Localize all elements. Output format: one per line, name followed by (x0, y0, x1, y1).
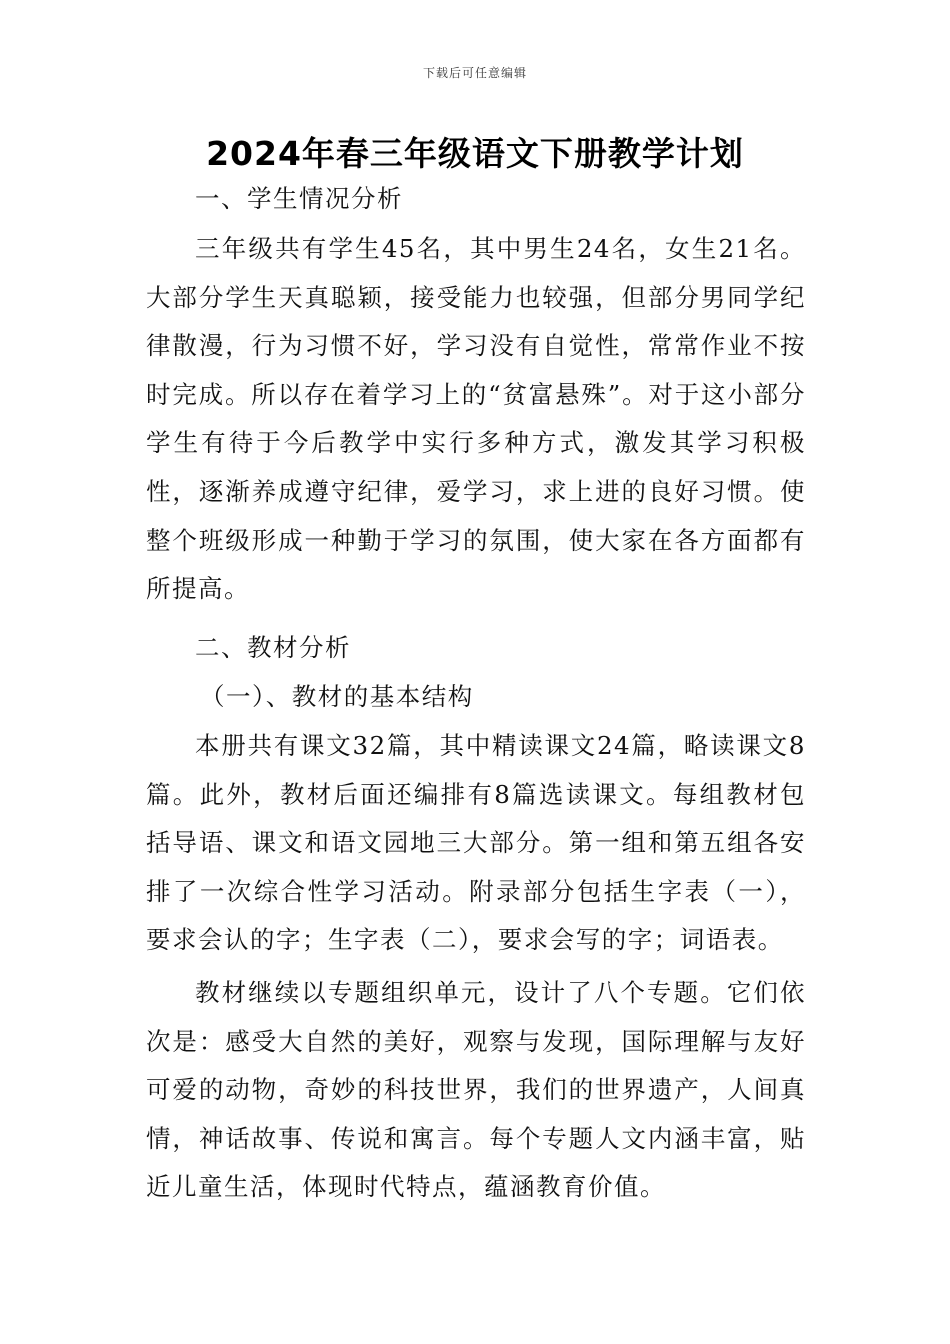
paragraph-textbook-themes: 教材继续以专题组织单元，设计了八个专题。它们依次是：感受大自然的美好，观察与发现，国际理解与友好可爱的动物，奇妙的科技世界，我们的世界遗产，人间真情，神话故事、传说和寓言。每个专题人文内涵丰富，贴近儿童生活，体现时代特点，蕴涵教育价值。 (146, 978, 806, 1202)
document-title: 2024年春三年级语文下册教学计划 (206, 134, 744, 173)
subheading-textbook-structure: （一）、教材的基本结构 (200, 682, 474, 711)
header-note: 下载后可任意编辑 (422, 66, 527, 80)
section-heading-textbook-analysis: 二、教材分析 (195, 633, 351, 662)
paragraph-student-analysis: 三年级共有学生45名，其中男生24名，女生21名。大部分学生天真聪颖，接受能力也较强，但部分男同学纪律散漫，行为习惯不好，学习没有自觉性，常常作业不按时完成。所以存在着学习上的“贫富悬殊”。对于这小部分学生有待于今后教学中实行多种方式，激发其学习积极性，逐渐养成遵守纪律，爱学习，求上进的良好习惯。使整个班级形成一种勤于学习的氛围，使大家在各方面都有所提高。 (146, 234, 806, 604)
paragraph-textbook-structure: 本册共有课文32篇，其中精读课文24篇，略读课文8篇。此外，教材后面还编排有8篇选读课文。每组教材包括导语、课文和语文园地三大部分。第一组和第五组各安排了一次综合性学习活动。附录部分包括生字表（一），要求会认的字；生字表（二），要求会写的字；词语表。 (146, 731, 806, 955)
section-heading-student-analysis: 一、学生情况分析 (195, 184, 403, 213)
